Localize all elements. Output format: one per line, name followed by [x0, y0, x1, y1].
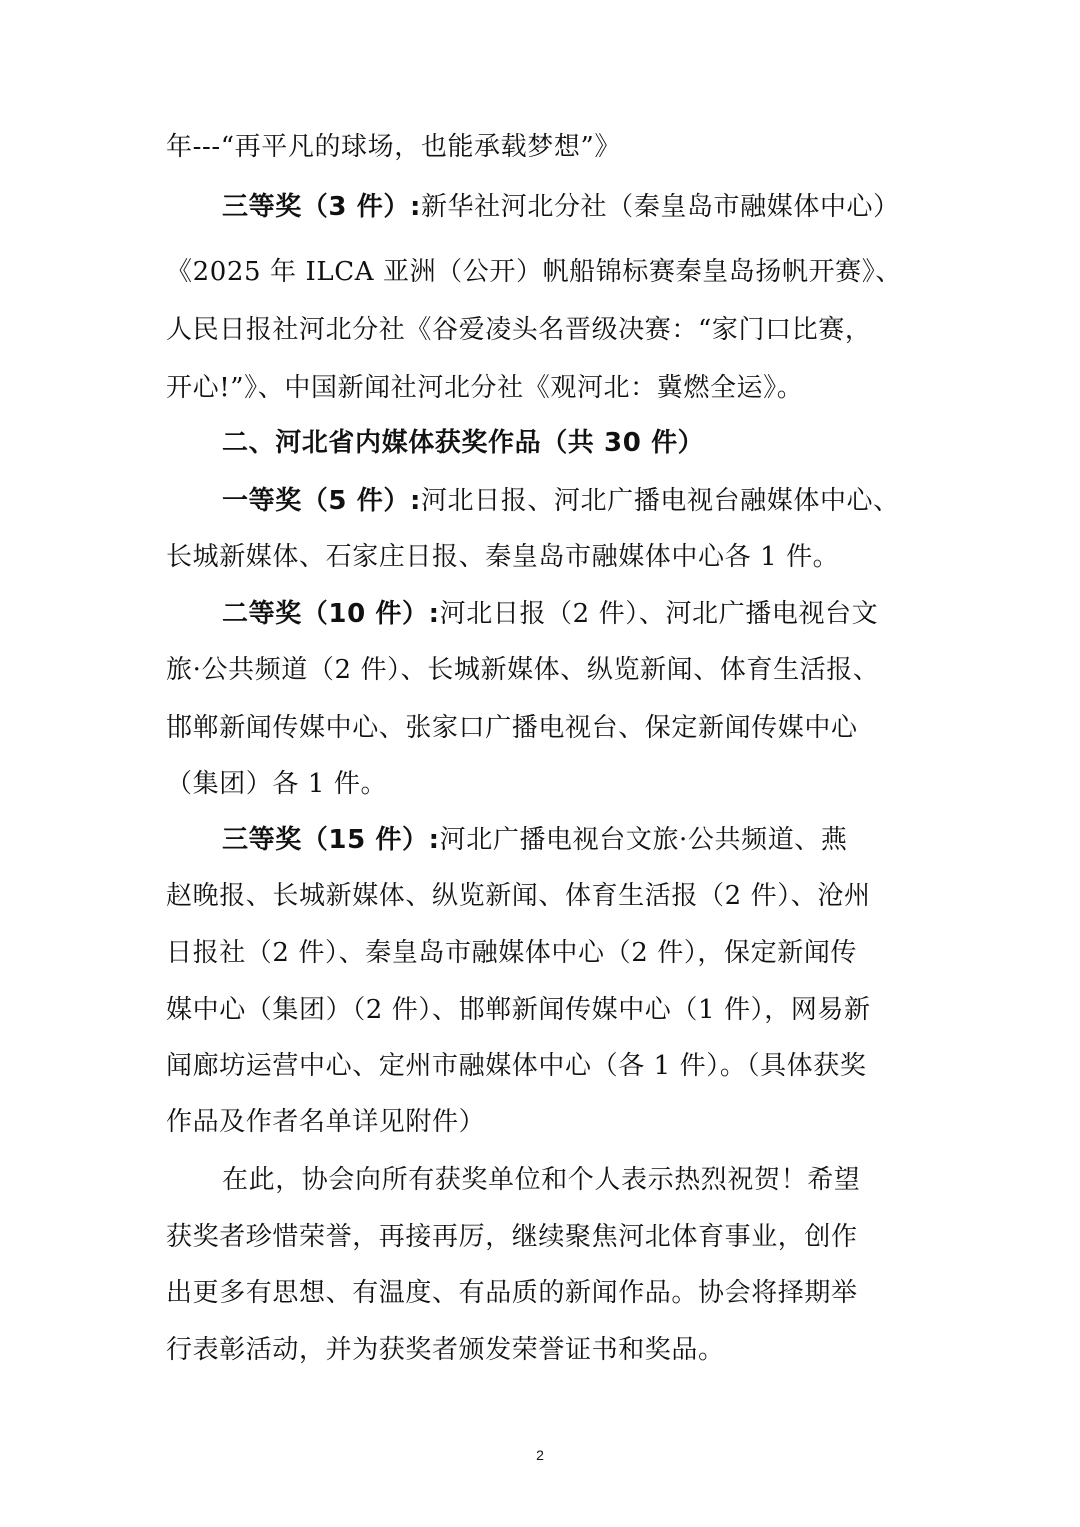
paragraph-text: 河北广播电视台文旅·公共频道、燕 [439, 825, 848, 855]
paragraph-line: 在此，协会向所有获奖单位和个人表示热烈祝贺！希望 [222, 1165, 861, 1195]
paragraph-line: 邯郸新闻传媒中心、张家口广播电视台、保定新闻传媒中心 [166, 713, 858, 743]
paragraph-line: （集团）各 1 件。 [166, 769, 388, 799]
section-heading: 二、河北省内媒体获奖作品（共 30 件） [222, 428, 705, 458]
paragraph-line: 人民日报社河北分社《谷爱凌头名晋级决赛：“家门口比赛， [166, 315, 872, 345]
paragraph-line: 开心!”》、中国新闻社河北分社《观河北：冀燃全运》。 [166, 373, 804, 403]
paragraph-text: 河北日报、河北广播电视台融媒体中心、 [420, 486, 900, 516]
paragraph-line: 媒中心（集团）（2 件）、邯郸新闻传媒中心（1 件），网易新 [166, 995, 871, 1025]
paragraph-line: 获奖者珍惜荣誉，再接再厉，继续聚焦河北体育事业，创作 [166, 1222, 858, 1252]
paragraph-line: 赵晚报、长城新媒体、纵览新闻、体育生活报（2 件）、沧州 [166, 881, 871, 911]
page-number: 2 [536, 1447, 544, 1463]
third-prize-label: 三等奖（15 件）: [222, 825, 440, 855]
paragraph-line: 《2025 年 ILCA 亚洲（公开）帆船锦标赛秦皇岛扬帆开赛》、 [166, 257, 902, 287]
paragraph-line [222, 190, 916, 224]
paragraph-line: 日报社（2 件）、秦皇岛市融媒体中心（2 件），保定新闻传 [166, 938, 858, 968]
paragraph-text: 河北日报（2 件）、河北广播电视台文 [439, 599, 879, 629]
first-prize-label: 一等奖（5 件）: [222, 486, 421, 516]
paragraph-line [222, 823, 916, 857]
paragraph-line: 旅·公共频道（2 件）、长城新媒体、纵览新闻、体育生活报、 [166, 655, 880, 685]
paragraph-line: 行表彰活动，并为获奖者颁发荣誉证书和奖品。 [166, 1335, 725, 1365]
paragraph-line [222, 597, 916, 631]
paragraph-line: 闻廊坊运营中心、定州市融媒体中心（各 1 件）。（具体获奖 [166, 1051, 867, 1081]
paragraph-line: 年---“再平凡的球场，也能承载梦想”》 [166, 132, 621, 162]
paragraph-line: 作品及作者名单详见附件） [166, 1107, 486, 1137]
paragraph-line: 出更多有思想、有温度、有品质的新闻作品。协会将择期举 [166, 1278, 858, 1308]
paragraph-text: 新华社河北分社（秦皇岛市融媒体中心） [420, 192, 900, 222]
paragraph-line [222, 484, 916, 518]
second-prize-label: 二等奖（10 件）: [222, 599, 440, 629]
third-prize-label: 三等奖（3 件）: [222, 192, 421, 222]
paragraph-line: 长城新媒体、石家庄日报、秦皇岛市融媒体中心各 1 件。 [166, 542, 840, 572]
